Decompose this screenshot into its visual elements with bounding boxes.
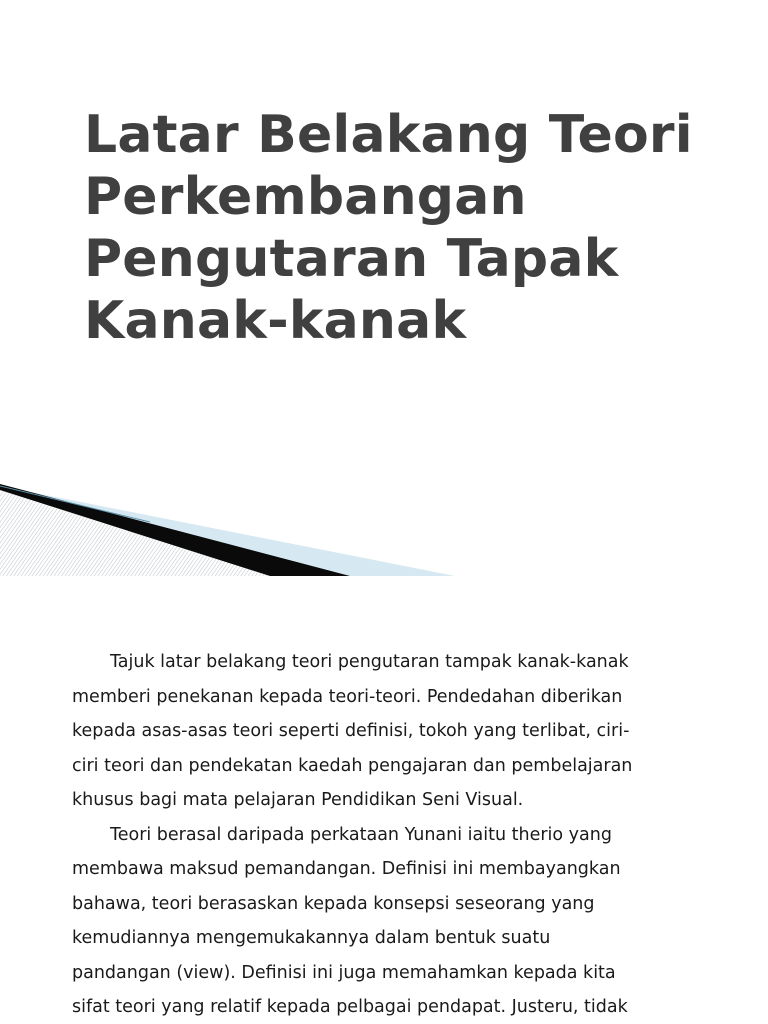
slide-title-line: Latar Belakang Teori bbox=[84, 105, 693, 165]
paragraph-line: pandangan (view). Definisi ini juga memahamkan kepada kita bbox=[72, 962, 616, 983]
slide-title-line: Perkembangan bbox=[84, 167, 527, 227]
paragraph-line: kemudiannya mengemukakannya dalam bentuk suatu bbox=[72, 928, 551, 948]
paragraph-line: bahawa, teori berasaskan kepada konsepsi seseorang yang bbox=[72, 893, 595, 914]
body-paragraphs bbox=[72, 645, 702, 1024]
slide-title bbox=[84, 104, 744, 352]
page-divider bbox=[0, 576, 768, 577]
paragraph-line: Teori berasal daripada perkataan Yunani iaitu therio yang bbox=[110, 824, 612, 845]
paragraph-line: membawa maksud pemandangan. Definisi ini membayangkan bbox=[72, 859, 621, 879]
paragraph-line: ciri teori dan pendekatan kaedah pengajaran dan pembelajaran bbox=[72, 755, 633, 776]
slide-title-line: Pengutaran Tapak bbox=[84, 229, 619, 289]
paragraph-line: kepada asas-asas teori seperti definisi, tokoh yang terlibat, ciri- bbox=[72, 721, 630, 741]
paragraph-line: sifat teori yang relatif kepada pelbagai pendapat. Justeru, tidak bbox=[72, 997, 628, 1017]
paragraph-line: Tajuk latar belakang teori pengutaran tampak kanak-kanak bbox=[110, 652, 629, 672]
paragraph-line: memberi penekanan kepada teori-teori. Pendedahan diberikan bbox=[72, 686, 623, 707]
slide-title-line: Kanak-kanak bbox=[84, 291, 467, 351]
slide-decorative-wedge bbox=[0, 480, 768, 576]
paragraph-line: khusus bagi mata pelajaran Pendidikan Seni Visual. bbox=[72, 790, 524, 810]
